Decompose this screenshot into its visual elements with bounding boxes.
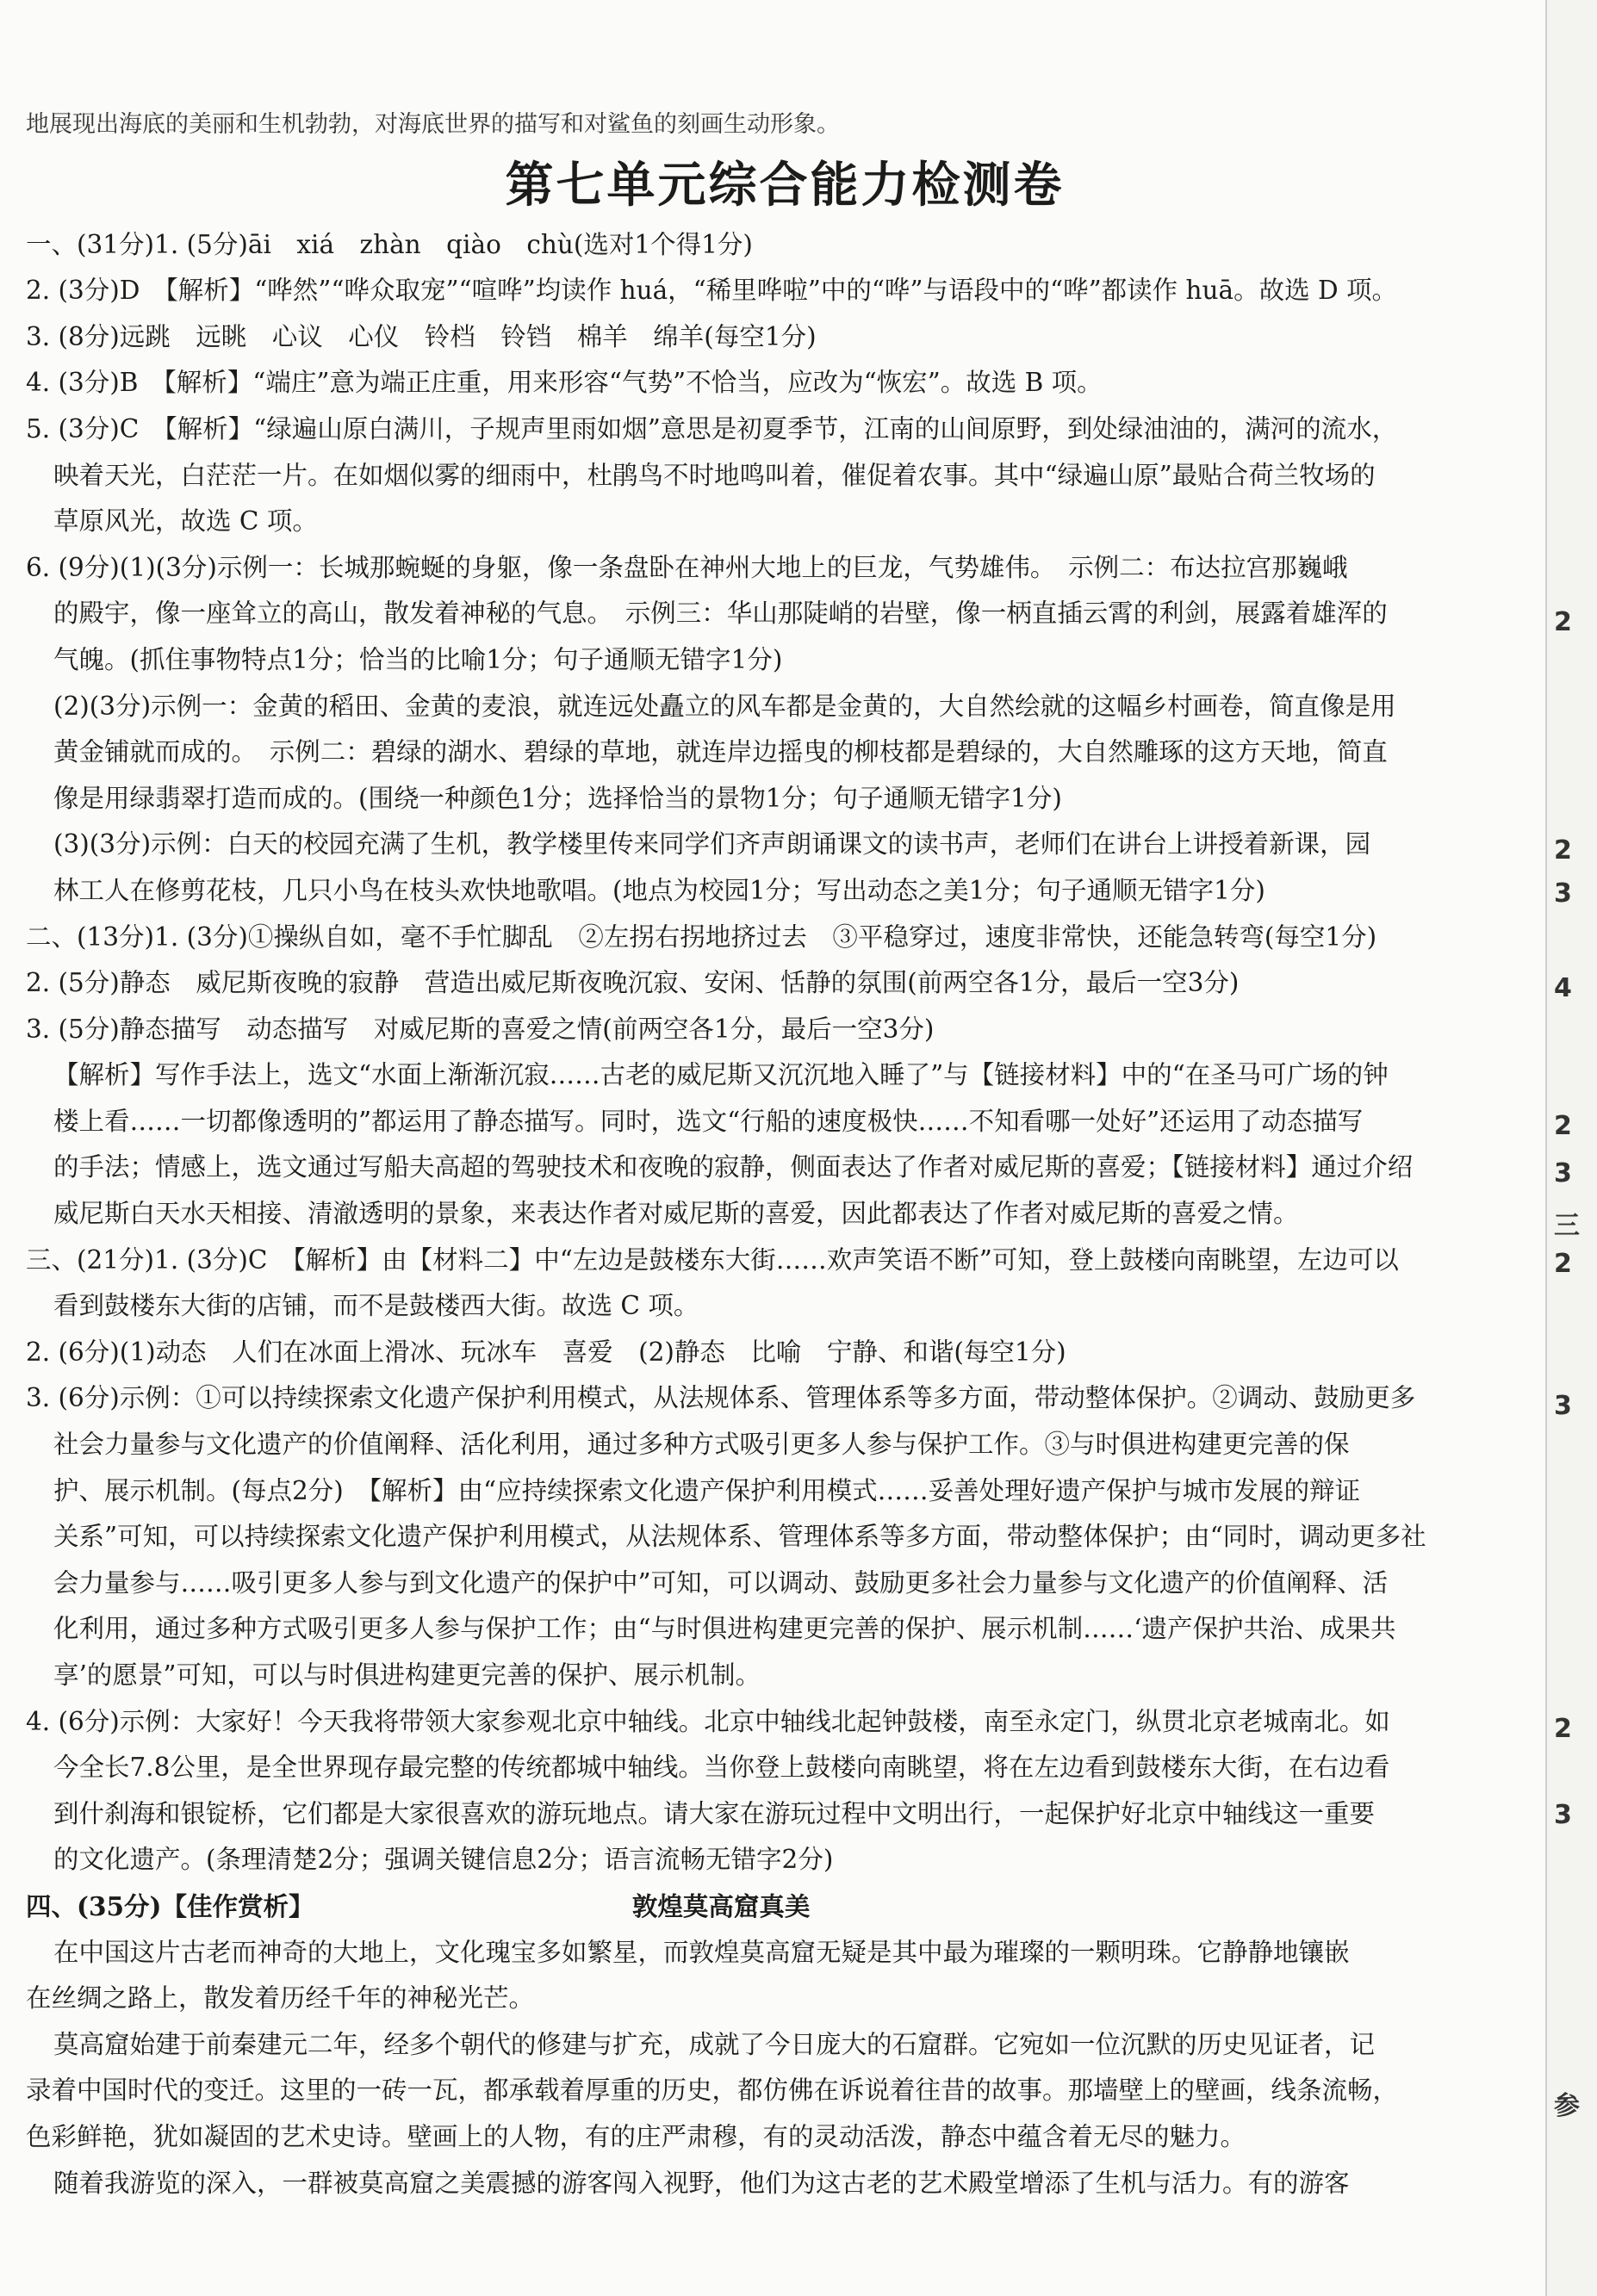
essay-title: 敦煌莫高窟真美 xyxy=(631,1891,811,1921)
answer-line: 的文化遗产。(条理清楚2分；强调关键信息2分；语言流畅无错字2分) xyxy=(53,1845,834,1875)
essay-line: 莫高窟始建于前秦建元二年，经多个朝代的修建与扩充，成就了今日庞大的石窟群。它宛如一位沉默的历史见证者，记 xyxy=(53,2029,1376,2059)
answer-line: 映着天光，白茫茫一片。在如烟似雾的细雨中，杜鹃鸟不时地鸣叫着，催促着农事。其中“绿遍山原”最贴合荷兰牧场的 xyxy=(53,460,1376,490)
answer-line: 像是用绿翡翠打造而成的。(围绕一种颜色1分；选择恰当的景物1分；句子通顺无错字1分) xyxy=(53,783,1062,813)
essay-line: 在中国这片古老而神奇的大地上，文化瑰宝多如繁星，而敦煌莫高窟无疑是其中最为璀璨的一颗明珠。它静静地镶嵌 xyxy=(53,1937,1350,1967)
strip-char: 3 xyxy=(1554,1158,1572,1188)
strip-char: 2 xyxy=(1554,835,1572,866)
essay-line: 随着我游览的深入，一群被莫高窟之美震撼的游客闯入视野，他们为这古老的艺术殿堂增添了生机与活力。有的游客 xyxy=(53,2168,1350,2198)
strip-char: 2 xyxy=(1554,607,1572,637)
strip-char: 三 xyxy=(1554,1211,1580,1241)
answer-line: 2. (3分)D 【解析】“哗然”“哗众取宠”“喧哗”均读作 huá，“稀里哗啦”中的“哗”与语段中的“哗”都读作 huā。故选 D 项。 xyxy=(26,276,1398,306)
answer-line: 【解析】写作手法上，选文“水面上渐渐沉寂……古老的威尼斯又沉沉地入睡了”与【链接材料】中的“在圣马可广场的钟 xyxy=(53,1060,1389,1090)
essay-line: 在丝绸之路上，散发着历经千年的神秘光芒。 xyxy=(26,1983,535,2014)
strip-char: 2 xyxy=(1554,1714,1572,1744)
answer-line: 社会力量参与文化遗产的价值阐释、活化利用，通过多种方式吸引更多人参与保护工作。③与时俱进构建更完善的保 xyxy=(53,1430,1350,1460)
answer-line: 化利用，通过多种方式吸引更多人参与保护工作；由“与时俱进构建更完善的保护、展示机制……‘遗产保护共治、成果共 xyxy=(53,1614,1396,1644)
answer-line: 5. (3分)C 【解析】“绿遍山原白满川，子规声里雨如烟”意思是初夏季节，江南的山间原野，到处绿油油的，满河的流水， xyxy=(26,413,1398,444)
answer-line: 会力量参与……吸引更多人参与到文化遗产的保护中”可知，可以调动、鼓励更多社会力量参与文化遗产的价值阐释、活 xyxy=(53,1567,1389,1598)
essay-line: 色彩鲜艳，犹如凝固的艺术史诗。壁画上的人物，有的庄严肃穆，有的灵动活泼，静态中蕴含着无尽的魅力。 xyxy=(26,2121,1246,2151)
answer-line: (2)(3分)示例一：金黄的稻田、金黄的麦浪，就连远处矗立的风车都是金黄的，大自然绘就的这幅乡村画卷，简直像是用 xyxy=(53,691,1396,721)
strip-char: 4 xyxy=(1554,973,1572,1003)
answer-line: 一、(31分)1. (5分)āi xiá zhàn qiào chù(选对1个得1分) xyxy=(26,229,753,259)
strip-char: 3 xyxy=(1554,1391,1572,1421)
answer-line: 关系”可知，可以持续探索文化遗产保护利用模式，从法规体系、管理体系等多方面，带动整体保护；由“同时，调动更多社 xyxy=(53,1522,1426,1552)
answer-line: (3)(3分)示例：白天的校园充满了生机，教学楼里传来同学们齐声朗诵课文的读书声，老师们在讲台上讲授着新课，园 xyxy=(53,829,1371,859)
answer-line: 今全长7.8公里，是全世界现存最完整的传统都城中轴线。当你登上鼓楼向南眺望，将在左边看到鼓楼东大街，在右边看 xyxy=(53,1753,1390,1783)
section-four-header xyxy=(26,1883,1544,1930)
answer-line: 3. (8分)远跳 远眺 心议 心仪 铃档 铃铛 棉羊 绵羊(每空1分) xyxy=(26,321,817,351)
strip-char: 3 xyxy=(1554,1800,1572,1830)
answer-line: 3. (6分)示例：①可以持续探索文化遗产保护利用模式，从法规体系、管理体系等多方面，带动整体保护。②调动、鼓励更多 xyxy=(26,1383,1416,1413)
answer-line: 到什刹海和银锭桥，它们都是大家很喜欢的游玩地点。请大家在游玩过程中文明出行，一起保护好北京中轴线这一重要 xyxy=(53,1798,1376,1828)
answer-line: 三、(21分)1. (3分)C 【解析】由【材料二】中“左边是鼓楼东大街……欢声笑语不断”可知，登上鼓楼向南眺望，左边可以 xyxy=(26,1244,1399,1275)
section-four-label: 四、(35分)【佳作赏析】 xyxy=(26,1890,314,1921)
answer-line: 看到鼓楼东大街的店铺，而不是鼓楼西大街。故选 C 项。 xyxy=(53,1291,699,1321)
strip-char: 2 xyxy=(1554,1249,1572,1279)
answer-line: 黄金铺就而成的。 示例二：碧绿的湖水、碧绿的草地，就连岸边摇曳的柳枝都是碧绿的，大自然雕琢的这方天地，简直 xyxy=(53,737,1388,767)
answer-line: 的殿宇，像一座耸立的高山，散发着神秘的气息。 示例三：华山那陡峭的岩壁，像一柄直插云霄的利剑，展露着雄浑的 xyxy=(53,599,1388,629)
answer-line: 护、展示机制。(每点2分) 【解析】由“应持续探索文化遗产保护利用模式……妥善处理好遗产保护与城市发展的辩证 xyxy=(53,1475,1361,1505)
adjacent-page-strip xyxy=(1545,0,1597,2296)
strip-char: 参 xyxy=(1554,2091,1580,2121)
answer-line: 4. (6分)示例：大家好！今天我将带领大家参观北京中轴线。北京中轴线北起钟鼓楼，南至永定门，纵贯北京老城南北。如 xyxy=(26,1706,1390,1736)
answer-line: 2. (5分)静态 威尼斯夜晚的寂静 营造出威尼斯夜晚沉寂、安闲、恬静的氛围(前两空各1分，最后一空3分) xyxy=(26,968,1240,998)
answer-line: 威尼斯白天水天相接、清澈透明的景象，来表达作者对威尼斯的喜爱，因此都表达了作者对威尼斯的喜爱之情。 xyxy=(53,1199,1299,1229)
answer-line: 林工人在修剪花枝，几只小鸟在枝头欢快地歌唱。(地点为校园1分；写出动态之美1分；句子通顺无错字1分) xyxy=(53,875,1265,905)
answer-line: 楼上看……一切都像透明的”都运用了静态描写。同时，选文“行船的速度极快……不知看哪一处好”还运用了动态描写 xyxy=(53,1106,1364,1136)
page-title: 第七单元综合能力检测卷 xyxy=(505,157,1065,214)
strip-char: 3 xyxy=(1554,878,1572,909)
answer-line: 二、(13分)1. (3分)①操纵自如，毫不手忙脚乱 ②左拐右拐地挤过去 ③平稳穿过，速度非常快，还能急转弯(每空1分) xyxy=(26,922,1377,952)
answer-line: 草原风光，故选 C 项。 xyxy=(53,506,318,537)
answer-line: 享’的愿景”可知，可以与时俱进构建更完善的保护、展示机制。 xyxy=(53,1660,761,1690)
answer-line: 4. (3分)B 【解析】“端庄”意为端正庄重，用来形容“气势”不恰当，应改为“恢宏”。故选 B 项。 xyxy=(26,368,1103,398)
strip-char: 2 xyxy=(1554,1111,1572,1141)
answer-line: 2. (6分)(1)动态 人们在冰面上滑冰、玩冰车 喜爱 (2)静态 比喻 宁静、和谐(每空1分) xyxy=(26,1337,1066,1367)
answer-line: 的手法；情感上，选文通过写船夫高超的驾驶技术和夜晚的寂静，侧面表达了作者对威尼斯的喜爱；【链接材料】通过介绍 xyxy=(53,1152,1414,1182)
answer-page xyxy=(26,102,1544,2206)
top-text: 地展现出海底的美丽和生机勃勃，对海底世界的描写和对鲨鱼的刻画生动形象。 xyxy=(26,111,840,138)
answer-line: 6. (9分)(1)(3分)示例一：长城那蜿蜒的身躯，像一条盘卧在神州大地上的巨龙，气势雄伟。 示例二：布达拉宫那巍峨 xyxy=(26,552,1348,582)
essay-line: 录着中国时代的变迁。这里的一砖一瓦，都承载着厚重的历史，都仿佛在诉说着往昔的故事。那墙壁上的壁画，线条流畅， xyxy=(26,2076,1399,2106)
answer-line: 3. (5分)静态描写 动态描写 对威尼斯的喜爱之情(前两空各1分，最后一空3分) xyxy=(26,1014,935,1044)
answer-line: 气魄。(抓住事物特点1分；恰当的比喻1分；句子通顺无错字1分) xyxy=(53,644,783,674)
